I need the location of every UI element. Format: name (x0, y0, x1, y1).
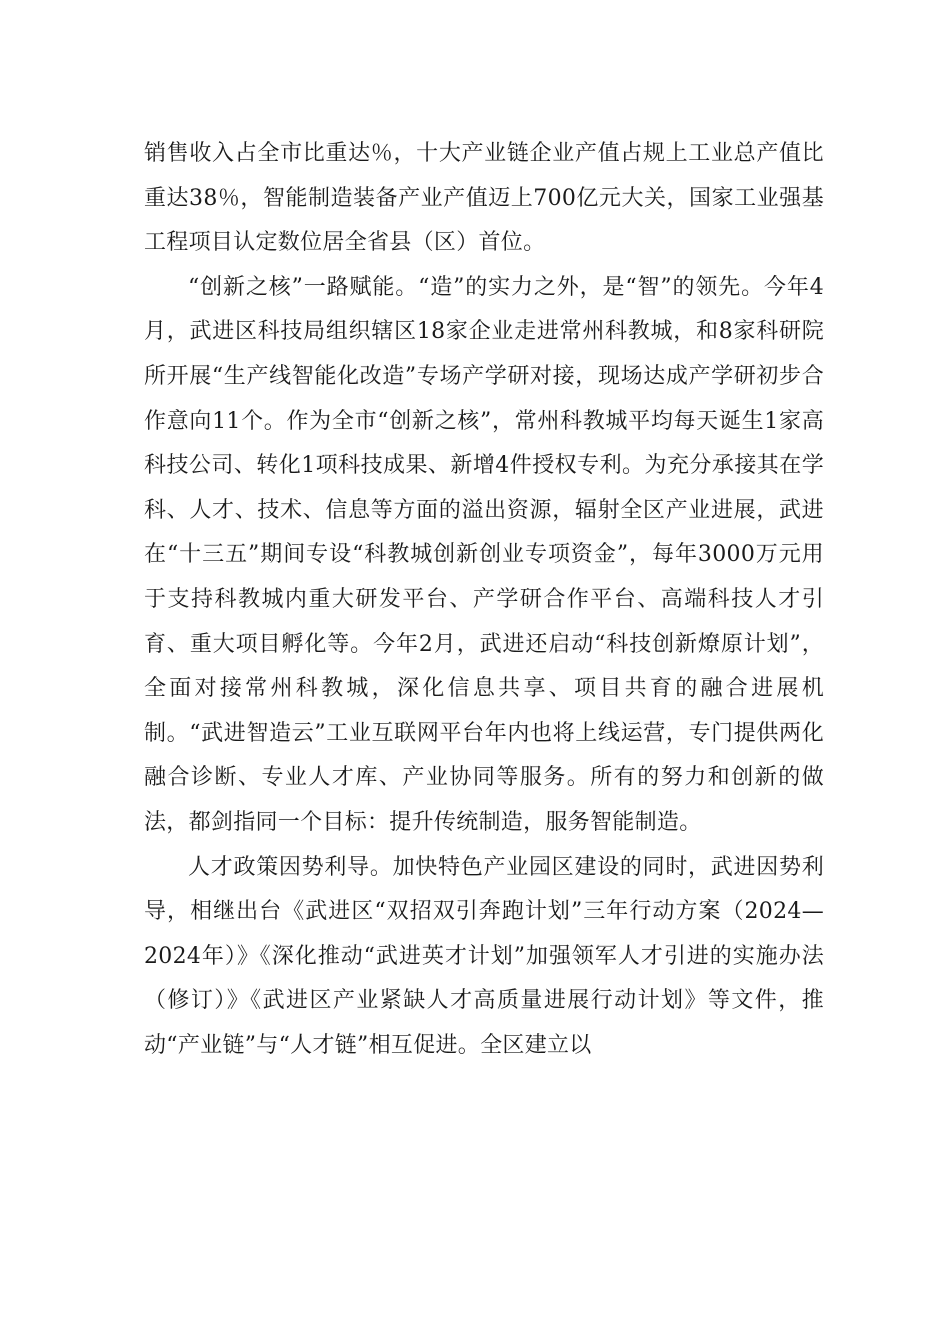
paragraph-3: 人才政策因势利导。加快特色产业园区建设的同时，武进因势利导，相继出台《武进区“双招双引奔跑计划”三年行动方案（2024—2024年）》《深化推动“武进英才计划”加强领军人才引进的实施办法（修订）》《武进区产业紧缺人才高质量进展行动计划》等文件，推动“产业链”与“人才链”相互促进。全区建立以 (144, 854, 824, 1058)
paragraph-1: 销售收入占全市比重达％，十大产业链企业产值占规上工业总产值比重达38％，智能制造装备产业产值迈上700亿元大关，国家工业强基工程项目认定数位居全省县（区）首位。 (144, 141, 824, 256)
paragraph-2: “创新之核”一路赋能。“造”的实力之外，是“智”的领先。今年4月，武进区科技局组织辖区18家企业走进常州科教城，和8家科研院所开展“生产线智能化改造”专场产学研对接，现场达成产学研初步合作意向11个。作为全市“创新之核”，常州科教城平均每天诞生1家高科技公司、转化1项科技成果、新增4件授权专利。为充分承接其在学科、人才、技术、信息等方面的溢出资源，辐射全区产业进展，武进在“十三五”期间专设“科教城创新创业专项资金”，每年3000万元用于支持科教城内重大研发平台、产学研合作平台、高端科技人才引育、重大项目孵化等。今年2月，武进还启动“科技创新燎原计划”，全面对接常州科教城，深化信息共享、项目共育的融合进展机制。“武进智造云”工业互联网平台年内也将上线运营，专门提供两化融合诊断、专业人才库、产业协同等服务。所有的努力和创新的做法，都剑指同一个目标：提升传统制造，服务智能制造。 (144, 274, 824, 835)
document-body (144, 132, 824, 1068)
